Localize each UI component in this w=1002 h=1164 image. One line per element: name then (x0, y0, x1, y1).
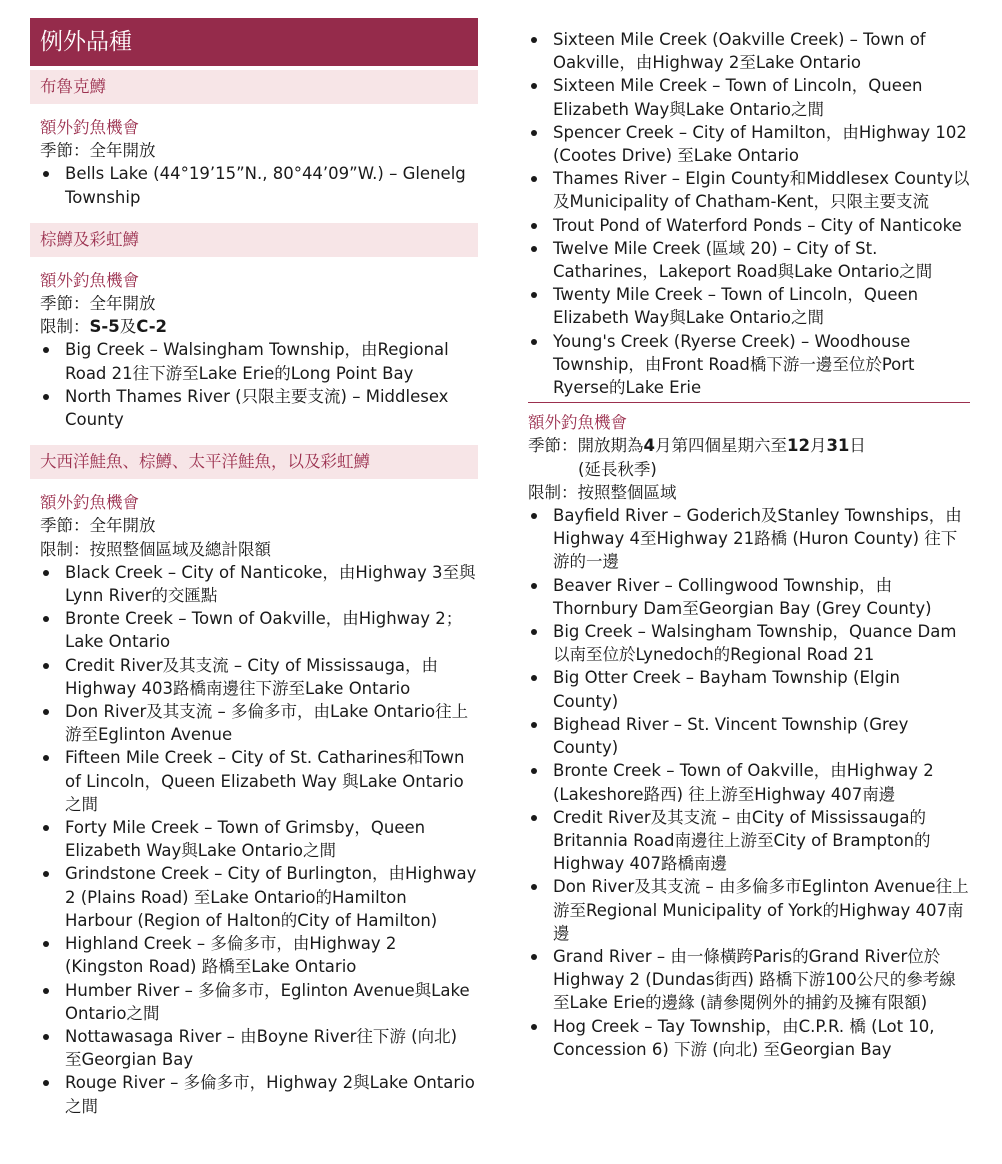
water-list (40, 162, 478, 208)
species-title: 大西洋鮭魚、棕鱒、太平洋鮭魚，以及彩虹鱒 (30, 445, 478, 479)
section-divider (528, 402, 970, 403)
list-item: Thames River – Elgin County和Middlesex County以及Municipality of Chatham-Kent，只限主要支流 (528, 167, 970, 213)
bold-text: 12 (786, 436, 810, 456)
list-item: Trout Pond of Waterford Ponds – City of Nanticoke (528, 214, 970, 237)
text: 日 (849, 436, 866, 456)
water-list (40, 338, 478, 431)
list-item: Bighead River – St. Vincent Township (Grey County) (528, 713, 970, 759)
text: 季節：全年開放 (40, 141, 156, 161)
bold-text: 31 (826, 436, 850, 456)
regulation-line (40, 514, 478, 537)
species-section (30, 445, 478, 1117)
list-item: Fifteen Mile Creek – City of St. Catharines和Town of Lincoln，Queen Elizabeth Way 與Lake Ontario之間 (40, 746, 478, 816)
regulation-line (40, 139, 478, 162)
list-item: Spencer Creek – City of Hamilton，由Highway 102 (Cootes Drive) 至Lake Ontario (528, 121, 970, 167)
list-item: Bells Lake (44°19’15”N., 80°44’09”W.) – Glenelg Township (40, 162, 478, 208)
list-item: Bronte Creek – Town of Oakville，由Highway 2 (Lakeshore路西) 往上游至Highway 407南邊 (528, 759, 970, 805)
list-item: Nottawasaga River – 由Boyne River往下游 (向北) 至Georgian Bay (40, 1025, 478, 1071)
bold-text: C-2 (136, 317, 168, 337)
regulation-line (40, 315, 478, 338)
list-item: Hog Creek – Tay Township，由C.P.R. 橋 (Lot 10, Concession 6) 下游 (向北) 至Georgian Bay (528, 1015, 970, 1061)
list-item: Black Creek – City of Nanticoke，由Highway 3至與Lynn River的交匯點 (40, 561, 478, 607)
season-line (528, 434, 970, 457)
subsection-heading: 額外釣魚機會 (40, 118, 139, 137)
text: 月第四個星期六至 (654, 436, 787, 456)
text: 及 (119, 317, 137, 337)
extra-opportunity-block (30, 479, 478, 1117)
list-item: Don River及其支流 – 由多倫多市Eglinton Avenue往上游至Regional Municipality of York的Highway 407南邊 (528, 875, 970, 945)
page-title: 例外品種 (30, 18, 478, 66)
text: 限制： (40, 317, 90, 337)
extra-opportunity-block (30, 104, 478, 209)
limit-line: 限制：按照整個區域 (528, 482, 677, 502)
water-list (528, 504, 970, 1061)
list-item: Twelve Mile Creek (區域 20) – City of St. Catharines，Lakeport Road與Lake Ontario之間 (528, 237, 970, 283)
list-item: Humber River – 多倫多市，Eglinton Avenue與Lake Ontario之間 (40, 979, 478, 1025)
text: 限制：按照整個區域及總計限額 (40, 539, 271, 559)
list-item: Sixteen Mile Creek – Town of Lincoln，Queen Elizabeth Way與Lake Ontario之間 (528, 74, 970, 120)
list-item: Forty Mile Creek – Town of Grimsby，Queen Elizabeth Way與Lake Ontario之間 (40, 816, 478, 862)
species-title: 棕鱒及彩虹鱒 (30, 223, 478, 257)
list-item: Don River及其支流 – 多倫多市，由Lake Ontario往上游至Eglinton Avenue (40, 700, 478, 746)
subsection-heading: 額外釣魚機會 (40, 270, 139, 290)
bold-text: 4 (643, 436, 655, 456)
text: 季節：開放期為 (528, 436, 644, 456)
bold-text: S-5 (89, 317, 120, 337)
species-section (30, 223, 478, 431)
list-item: Credit River及其支流 – 由City of Mississauga的Britannia Road南邊往上游至City of Brampton的Highway 407路橋南邊 (528, 806, 970, 876)
continued-water-list (528, 28, 970, 399)
list-item: Young's Creek (Ryerse Creek) – Woodhouse Township，由Front Road橋下游一邊至位於Port Ryerse的Lake Erie (528, 330, 970, 400)
text: 月 (809, 436, 827, 456)
regulation-line (40, 538, 478, 561)
list-item: Twenty Mile Creek – Town of Lincoln，Queen Elizabeth Way與Lake Ontario之間 (528, 283, 970, 329)
list-item: Highland Creek – 多倫多市，由Highway 2 (Kingston Road) 路橋至Lake Ontario (40, 932, 478, 978)
list-item: Grindstone Creek – City of Burlington，由Highway 2 (Plains Road) 至Lake Ontario的Hamilton Harbour (Region of Halton的City of Hamilton) (40, 862, 478, 932)
species-section (30, 70, 478, 209)
list-item: Credit River及其支流 – City of Mississauga，由Highway 403路橋南邊往下游至Lake Ontario (40, 654, 478, 700)
list-item: Sixteen Mile Creek (Oakville Creek) – Town of Oakville，由Highway 2至Lake Ontario (528, 28, 970, 74)
list-item: Bronte Creek – Town of Oakville，由Highway 2；Lake Ontario (40, 607, 478, 653)
list-item: Big Creek – Walsingham Township，由Regional Road 21往下游至Lake Erie的Long Point Bay (40, 338, 478, 384)
list-item: North Thames River (只限主要支流) – Middlesex County (40, 385, 478, 431)
species-title: 布魯克鱒 (30, 70, 478, 104)
list-item: Big Creek – Walsingham Township，Quance Dam以南至位於Lynedoch的Regional Road 21 (528, 620, 970, 666)
regulation-line (40, 292, 478, 315)
water-list (40, 561, 478, 1118)
extra-opportunity-block (528, 411, 970, 1061)
subsection-heading: 額外釣魚機會 (40, 493, 139, 513)
left-column (30, 0, 478, 1132)
list-item: Rouge River – 多倫多市，Highway 2與Lake Ontario之間 (40, 1071, 478, 1117)
list-item: Beaver River – Collingwood Township，由Thornbury Dam至Georgian Bay (Grey County) (528, 574, 970, 620)
text: 季節：全年開放 (40, 516, 156, 536)
subsection-heading: 額外釣魚機會 (528, 413, 627, 433)
list-item: Grand River – 由一條橫跨Paris的Grand River位於Highway 2 (Dundas街西) 路橋下游100公尺的參考線至Lake Erie的邊緣 (請參閱例外的捕釣及擁有限額) (528, 945, 970, 1015)
text: 季節：全年開放 (40, 294, 156, 314)
right-column (528, 28, 970, 1061)
season-note: (延長秋季) (578, 459, 657, 479)
extra-opportunity-block (30, 257, 478, 431)
list-item: Big Otter Creek – Bayham Township (Elgin County) (528, 666, 970, 712)
list-item: Bayfield River – Goderich及Stanley Townships，由Highway 4至Highway 21路橋 (Huron County) 往下游的一邊 (528, 504, 970, 574)
